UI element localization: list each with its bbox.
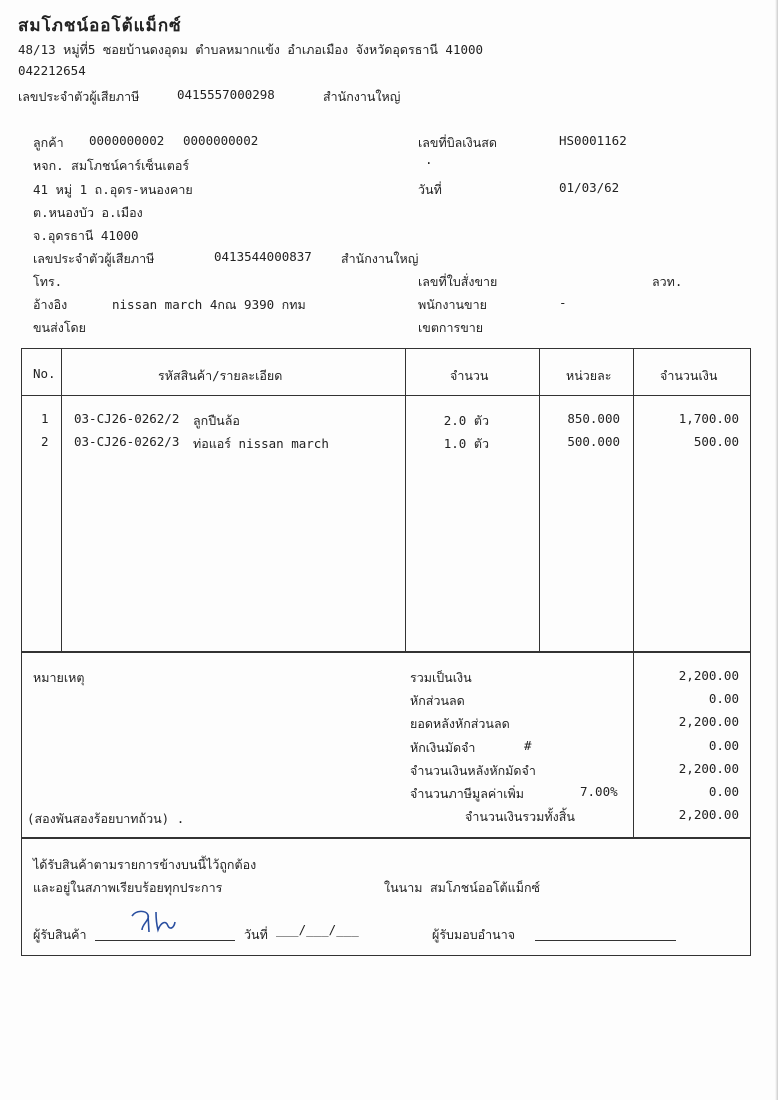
customer-address-3: จ.อุดรธานี 41000 — [33, 228, 139, 243]
row-unit-price: 500.000 — [567, 434, 620, 449]
items-table — [21, 348, 751, 652]
grand-total-value: 2,200.00 — [678, 807, 739, 822]
row-code: 03-CJ26-0262/2 — [74, 411, 180, 426]
authorized-label: ผู้รับมอบอำนาจ — [432, 927, 516, 942]
col-header-no: No. — [33, 366, 56, 381]
bill-no-label: เลขที่บิลเงินสด — [418, 135, 497, 150]
row-unit-price: 850.000 — [567, 411, 620, 426]
amount-in-words: (สองพันสองร้อยบาทถ้วน) . — [27, 811, 185, 826]
column-divider — [405, 348, 406, 652]
authorized-signature-line — [535, 940, 676, 941]
bill-date: 01/03/62 — [559, 180, 620, 195]
col-header-amount: จำนวนเงิน — [660, 368, 718, 383]
after-deposit-label: จำนวนเงินหลังหักมัดจำ — [410, 763, 536, 778]
received-text-2: และอยู่ในสภาพเรียบร้อยทุกประการ — [33, 880, 223, 895]
col-header-unit-price: หน่วยละ — [566, 368, 612, 383]
after-discount-label: ยอดหลังหักส่วนลด — [410, 716, 510, 731]
remark-label: หมายเหตุ — [33, 670, 85, 685]
po-value: ลวท. — [652, 274, 683, 289]
date-label: วันที่ — [418, 182, 442, 197]
row-quantity: 2.0 ตัว — [443, 413, 489, 428]
customer-name: หจก. สมโภชน์คาร์เซ็นเตอร์ — [33, 158, 190, 173]
customer-code-1: 0000000002 — [89, 133, 165, 148]
col-header-quantity: จำนวน — [450, 368, 489, 383]
row-amount: 1,700.00 — [678, 411, 739, 426]
subtotal-value: 2,200.00 — [678, 668, 739, 683]
company-address: 48/13 หมู่ที่5 ซอยบ้านดงอุดม ตำบลหมากแข้ง อำเภอเมือง จังหวัดอุดรธานี 41000 — [18, 42, 484, 57]
bill-no: HS0001162 — [559, 133, 627, 148]
row-no: 2 — [41, 434, 49, 449]
company-tax-id: 0415557000298 — [177, 87, 275, 102]
company-branch: สำนักงานใหญ่ — [323, 89, 401, 104]
row-amount: 500.00 — [693, 434, 739, 449]
row-description: ลูกปืนล้อ — [193, 413, 240, 428]
column-divider — [61, 348, 62, 652]
subtotal-label: รวมเป็นเงิน — [410, 670, 472, 685]
column-divider — [539, 348, 540, 652]
vat-rate: 7.00% — [580, 784, 618, 799]
po-label: เลขที่ใบสั่งขาย — [418, 274, 498, 289]
table-header-divider — [21, 395, 751, 396]
after-deposit-value: 2,200.00 — [678, 761, 739, 776]
deposit-hash: # — [524, 738, 532, 753]
sales-area-label: เขตการขาย — [418, 320, 484, 335]
row-code: 03-CJ26-0262/3 — [74, 434, 180, 449]
stray-dot: . — [425, 152, 433, 167]
customer-tax-id: 0413544000837 — [214, 249, 312, 264]
signature-date-label: วันที่ — [244, 927, 268, 942]
row-no: 1 — [41, 411, 49, 426]
shipper-label: ขนส่งโดย — [33, 320, 86, 335]
salesman-value: - — [559, 295, 567, 310]
vat-value: 0.00 — [708, 784, 739, 799]
customer-address-1: 41 หมู่ 1 ถ.อุดร-หนองคาย — [33, 182, 193, 197]
customer-tax-id-label: เลขประจำตัวผู้เสียภาษี — [33, 251, 155, 266]
column-divider — [633, 348, 634, 652]
handwritten-signature — [128, 906, 180, 936]
company-name: สมโภชน์ออโต้แม็กซ์ — [18, 16, 182, 36]
discount-label: หักส่วนลด — [410, 693, 465, 708]
customer-address-2: ต.หนองบัว อ.เมือง — [33, 205, 143, 220]
vat-label: จำนวนภาษีมูลค่าเพิ่ม — [410, 786, 524, 801]
row-quantity: 1.0 ตัว — [443, 436, 489, 451]
company-tax-id-label: เลขประจำตัวผู้เสียภาษี — [18, 89, 140, 104]
col-header-description: รหัสสินค้า/รายละเอียด — [158, 368, 283, 383]
on-behalf-text: ในนาม สมโภชน์ออโต้แม็กซ์ — [384, 880, 541, 895]
discount-value: 0.00 — [708, 691, 739, 706]
receiver-signature-line — [95, 940, 235, 941]
reference-value: nissan march 4กณ 9390 กทม — [112, 297, 306, 312]
deposit-label: หักเงินมัดจำ — [410, 740, 476, 755]
received-text-1: ได้รับสินค้าตามรายการข้างบนนี้ไว้ถูกต้อง — [33, 857, 257, 872]
company-phone: 042212654 — [18, 63, 86, 78]
grand-total-label: จำนวนเงินรวมทั้งสิ้น — [465, 809, 575, 824]
summary-divider — [633, 652, 634, 838]
row-description: ท่อแอร์ nissan march — [193, 436, 329, 451]
deposit-value: 0.00 — [708, 738, 739, 753]
customer-code-2: 0000000002 — [183, 133, 259, 148]
salesman-label: พนักงานขาย — [418, 297, 487, 312]
reference-label: อ้างอิง — [33, 297, 68, 312]
customer-branch: สำนักงานใหญ่ — [341, 251, 419, 266]
customer-phone-label: โทร. — [33, 274, 63, 289]
signature-date-blank: ___/___/___ — [276, 922, 359, 937]
after-discount-value: 2,200.00 — [678, 714, 739, 729]
customer-label: ลูกค้า — [33, 135, 64, 150]
receiver-label: ผู้รับสินค้า — [33, 927, 87, 942]
